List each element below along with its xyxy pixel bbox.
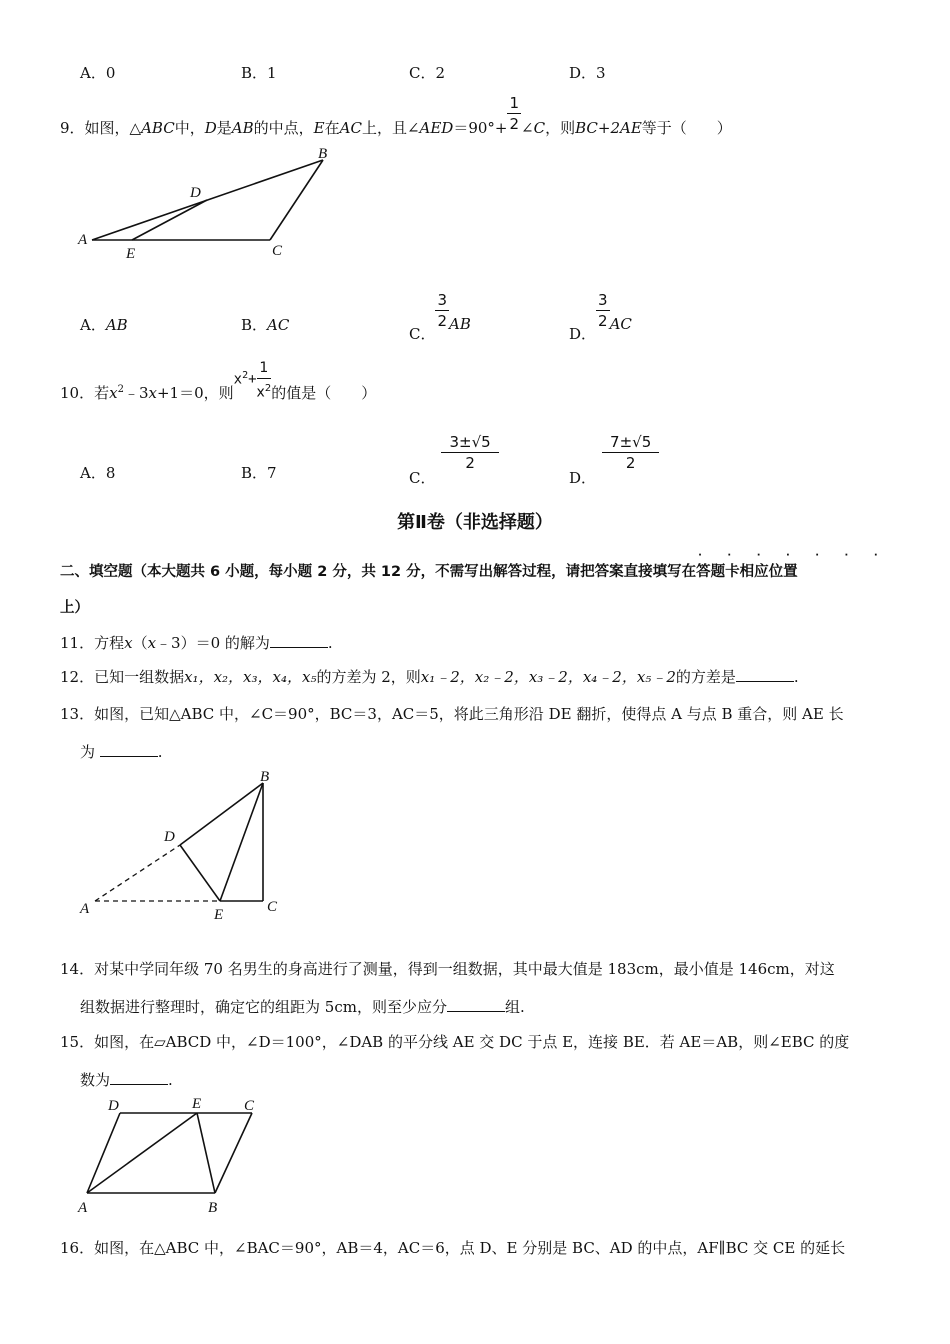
section-subtitle: 二、填空题（本大题共 6 小题，每小题 2 分，共 12 分，不需写出解答过程，请把答案直接填写在答题卡相应位置 · · · · · · · [60, 550, 889, 580]
q14-line2: 组数据进行整理时，确定它的组距为 5cm，则至少应分 组. [80, 998, 525, 1016]
q11: 11．方程x（x﹣3）＝0 的解为 . [60, 634, 333, 652]
q13-answer-blank[interactable] [100, 744, 158, 757]
q12-answer-blank[interactable] [736, 669, 794, 682]
q15-label-a: A [78, 1200, 88, 1216]
q8-option-d: D．3 [569, 64, 606, 82]
q13-line1: 13．如图，已知△ABC 中，∠C＝90°，BC＝3，AC＝5，将此三角形沿 DE 翻折，使得点 A 与点 B 重合，则 AE 长 [60, 705, 844, 723]
q10-option-c-fraction: $\frac{3\pm√5}{2}$ [441, 432, 498, 473]
q9-option-c: C． $\frac{3}{2}$ AB [409, 291, 471, 343]
q10-option-b: B．7 [241, 464, 277, 482]
q9-label-c: C [272, 243, 283, 259]
q10-option-d-fraction: $\frac{7\pm√5}{2}$ [602, 432, 659, 473]
q9-segment-ab [92, 160, 323, 240]
q15-segment-eb [197, 1113, 215, 1193]
q12: 12．已知一组数据x₁，x₂，x₃，x₄，x₅的方差为 2，则x₁﹣2，x₂﹣2，x₃﹣2，x₄﹣2，x₅﹣2的方差是 . [60, 668, 799, 686]
q9-option-c-fraction: $\frac{3}{2}$ [437, 291, 448, 330]
q13-figure [70, 765, 300, 925]
q10-expression: $x^2+$ $\frac{1}{x^2}$ [233, 359, 272, 401]
section-subtitle-end: 上） [60, 600, 89, 616]
q13-segment-db [180, 783, 263, 845]
q14-line1: 14．对某中学同年级 70 名男生的身高进行了测量，得到一组数据，其中最大值是 183cm，最小值是 146cm，对这 [60, 960, 835, 978]
section-subtitle-emphasis: 答题卡相应位置 · · · · · · · [696, 550, 889, 580]
q15-line1: 15．如图，在▱ABCD 中，∠D＝100°，∠DAB 的平分线 AE 交 DC 于点 E，连接 BE．若 AE＝AB，则∠EBC 的度 [60, 1033, 850, 1051]
q15-answer-blank[interactable] [110, 1072, 168, 1085]
q9-fraction: $\frac{1}{2}$ [509, 93, 520, 133]
section-title: 第Ⅱ卷（非选择题） [397, 512, 553, 533]
q9-option-d: D． $\frac{3}{2}$ AC [569, 291, 632, 343]
q15-label-d: D [108, 1098, 119, 1114]
q8-option-b: B．1 [241, 64, 277, 82]
q13-segment-eb [220, 783, 263, 901]
q10-option-c: C． $\frac{3\pm√5}{2}$ [409, 432, 499, 473]
q13-label-d: D [164, 829, 175, 845]
q10-fraction: $\frac{1}{x^2}$ [256, 359, 272, 401]
q13-segment-ad-dashed [95, 845, 180, 901]
q15-segment-bc [215, 1113, 252, 1193]
q13-line2: 为 . [80, 743, 163, 761]
q9-option-a: A．AB [80, 316, 128, 334]
q9-label-e: E [126, 246, 136, 262]
q15-label-c: C [244, 1098, 255, 1114]
q16-line1: 16．如图，在△ABC 中，∠BAC＝90°，AB＝4，AC＝6，点 D、E 分别是 BC、AD 的中点，AF∥BC 交 CE 的延长 [60, 1239, 846, 1257]
q15-line2: 数为 . [80, 1071, 173, 1089]
q13-segment-de [180, 845, 220, 901]
emphasis-dots: · · · · · · · [698, 550, 889, 561]
q9-stem: 9．如图，△ABC中，D是AB的中点，E在AC上，且∠AED＝90°+ $\frac{1}{2}$ ∠C，则BC+2AE等于（ ） [60, 93, 732, 137]
q9-segment-bc [270, 160, 323, 240]
q10-option-d: D． $\frac{7\pm√5}{2}$ [569, 432, 659, 473]
q10-option-a: A．8 [80, 464, 116, 482]
q13-label-b: B [260, 769, 270, 785]
q13-label-e: E [214, 907, 224, 923]
q10-stem: 10．若$x^2﹣3x+1=0$，则$x^2+$ $\frac{1}{x^2}$ 的值是（ ） [60, 370, 376, 416]
q15-label-b: B [208, 1200, 218, 1216]
q9-figure [70, 145, 340, 265]
q13-label-a: A [80, 901, 90, 917]
q9-segment-ed [132, 200, 207, 240]
q9-label-d: D [190, 185, 201, 201]
q15-figure [70, 1090, 280, 1220]
q9-label-b: B [318, 146, 328, 162]
q15-label-e: E [192, 1096, 202, 1112]
q14-answer-blank[interactable] [447, 999, 505, 1012]
q13-label-c: C [267, 899, 278, 915]
q9-label-a: A [78, 232, 88, 248]
q11-answer-blank[interactable] [270, 635, 328, 648]
q8-option-a: A．0 [80, 64, 116, 82]
q8-option-c: C．2 [409, 64, 446, 82]
q9-option-b: B．AC [241, 316, 290, 334]
q9-option-d-fraction: $\frac{3}{2}$ [598, 291, 608, 330]
